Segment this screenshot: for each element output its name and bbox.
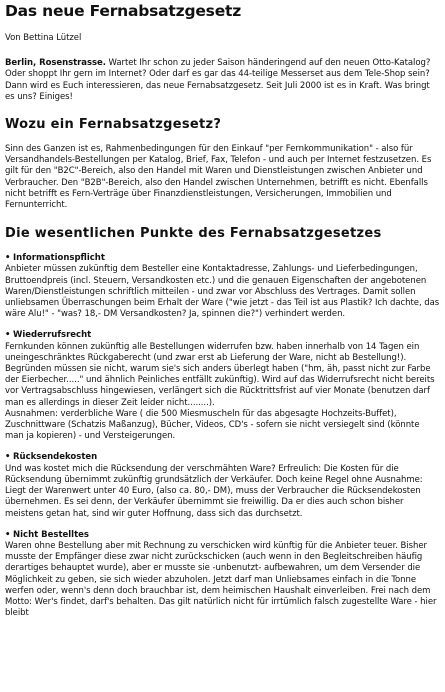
byline: Von Bettina Lützel xyxy=(5,33,82,43)
item-title: • Informationspflicht xyxy=(5,253,105,264)
section-heading-key-points: Die wesentlichen Punkte des Fernabsatzgesetzes xyxy=(5,226,382,242)
bullet-icon: • xyxy=(5,253,11,264)
intro-text: Wartet Ihr schon zu jeder Saison händeringend auf den neuen Otto-Katalog? Oder shoppt Ihr gern im Internet? Oder darf es gar das 44-teilige Messerset aus dem Tele-Shop sein? Dann wird es Euch interessieren, das neue Fernabsatzgesetz. Seit Juli 2000 ist es in Kraft. Was bringt es uns? Einiges! xyxy=(5,58,431,102)
item-title: • Nicht Bestelltes xyxy=(5,529,89,540)
section-heading-purpose: Wozu ein Fernabsatzgesetz? xyxy=(5,117,222,133)
page-title: Das neue Fernabsatzgesetz xyxy=(5,2,242,20)
item-text: Anbieter müssen zukünftig dem Besteller eine Kontaktadresse, Zahlungs- und Lieferbedingungen, Bruttoendpreis (incl. Steuern, Versandkosten etc.) und die genauen Eigenschaften der angebotenen Waren/Dienstleistungen schriftlich mitteilen - und zwar vor Abschluss des Vertrages. Damit sollen unliebsamen Überraschungen beim Erhalt der Ware ("wie jetzt - das Teil ist aus Plastik? Ich dachte, das wäre Alu!" - "was? 18,- DM Versandkosten? Ja, spinnen die?") verhindert werden. xyxy=(5,264,440,320)
bullet-icon: • xyxy=(5,452,11,463)
list-item xyxy=(5,253,440,320)
item-text: Fernkunden können zukünftig alle Bestellungen widerrufen bzw. haben innerhalb von 14 Tagen ein uneingeschränktes Rückgaberecht (und zwar erst ab Lieferung der Ware, nicht ab Bestellung!). Begründen müssen sie nicht, warum sie's sich anders überlegt haben ("hm, äh, passt nicht zur Farbe der Eierbecher....." und ähnlich Peinliches entfällt zukünftig). Wird auf das Widerrufsrecht nicht bereits vor Vertragsabschluss hingewiesen, verlängert sich die Rücktrittsfrist auf vier Monate (benutzen darf man es allerdings in dieser Zeit leider nicht........). xyxy=(5,341,435,408)
item-title: • Wiederrufsrecht xyxy=(5,330,92,341)
list-item xyxy=(5,330,440,442)
bullet-icon: • xyxy=(5,330,11,341)
item-text: Waren ohne Bestellung aber mit Rechnung zu verschicken wird künftig für die Anbieter teuer. Bisher musste der Empfänger diese zwar nicht zurückschicken (auch wenn in den Begleitschreiben häufig derartiges behauptet wurde), aber er musste sie -unbenutzt- aufbewahren, um dem Versender die Möglichkeit zu geben, sie sich wieder abzuholen. Jetzt darf man Unliebsames einfach in die Tonne werfen oder, wenn's denn doch brauchbar ist, dem heimischen Haushalt einverleiben. Frei nach dem Motto: Wer's findet, darf's behalten. Das gilt natürlich nicht für irrtümlich falsch zugestellte Ware - hier bleibt xyxy=(5,540,437,619)
list-item xyxy=(5,452,440,519)
item-text: Und was kostet mich die Rücksendung der verschmähten Ware? Erfreulich: Die Kosten für die Rücksendung übernimmt zukünftig grundsätzlich der Verkäufer. Doch keine Regel ohne Ausnahme: Liegt der Warenwert unter 40 Euro, (also ca. 80,- DM), muss der Verbraucher die Rücksendekosten übernehmen. Es sei denn, der Verkäufer übernimmt sie freiwillig. Da er dies auch schon bisher meistens getan hat, sind wir guter Hoffnung, dass sich das durchsetzt. xyxy=(5,463,423,519)
section-purpose-text: Sinn des Ganzen ist es, Rahmenbedingungen für den Einkauf "per Fernkommunikation" - also für Versandhandels-Bestellungen per Katalog, Brief, Fax, Telefon - und auch per Internet festzusetzen. Es gilt für den "B2C"-Bereich, also den Handel mit Waren und Dienstleistungen zwischen Anbieter und Verbraucher. Den "B2B"-Bereich, also den Handel zwischen Unternehmen, betrifft es nicht. Ebenfalls nicht betrifft es Fern-Verträge über Finanzdienstleistungen, Versicherungen, Immobilien und Fernunterricht. xyxy=(5,144,432,211)
item-text-exceptions: Ausnahmen: verderbliche Ware ( die 500 Miesmuscheln für das abgesagte Hochzeits-Buffet), Zuschnittware (Schatzis Maßanzug), Bücher, Videos, CD's - sofern sie nicht versiegelt sind (könnte man ja kopieren) - und Versteigerungen. xyxy=(5,408,420,442)
intro-paragraph xyxy=(5,58,440,103)
item-title: • Rücksendekosten xyxy=(5,452,98,463)
intro-lead: Berlin, Rosenstrasse. xyxy=(5,58,106,69)
list-item xyxy=(5,530,440,620)
bullet-icon: • xyxy=(5,529,11,540)
